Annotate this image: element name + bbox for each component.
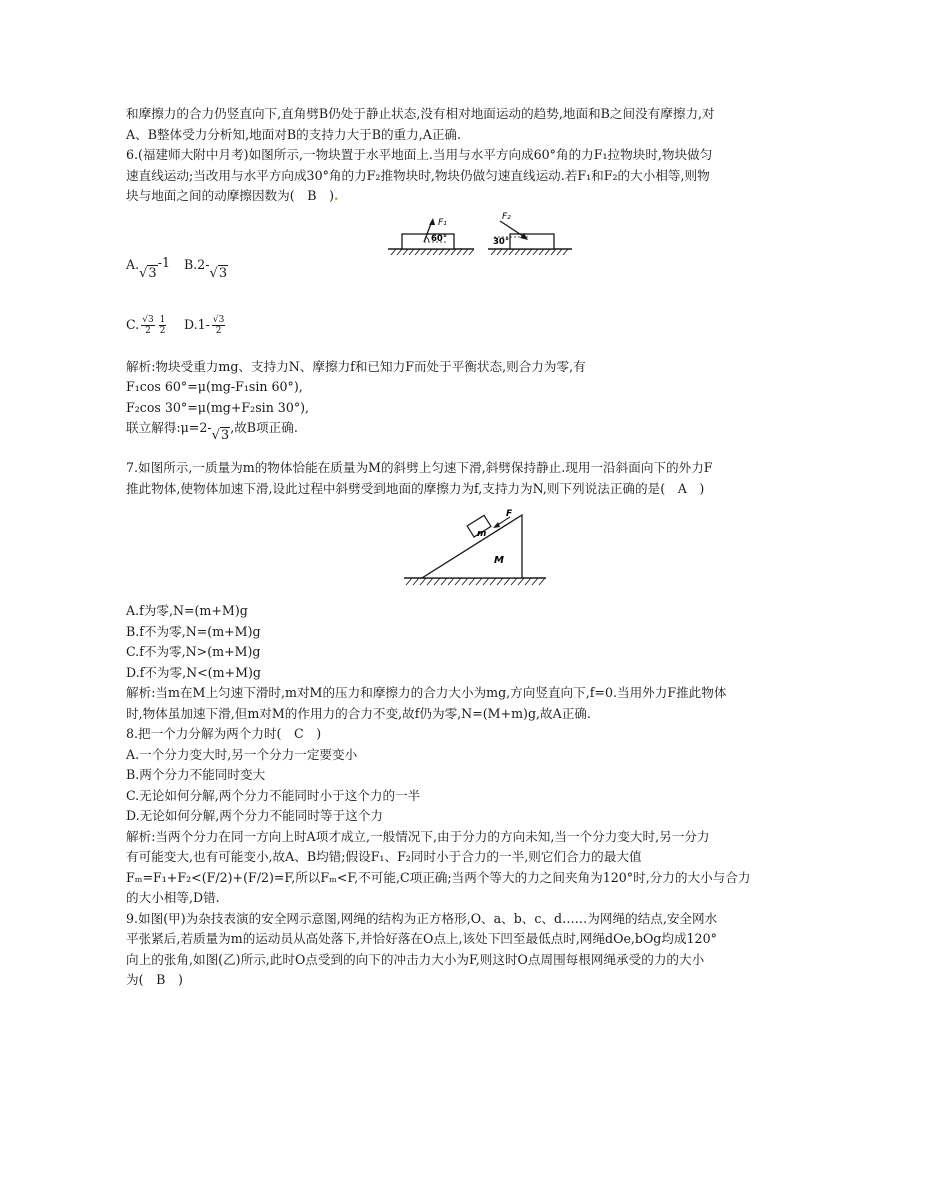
q7-option-c: C.f不为零,N>(m+M)g: [126, 644, 261, 659]
q8-solution-line-2: 有可能变大,也有可能变小,故A、B均错;假设F₁、F₂同时小于合力的一半,则它们合力的最大值: [126, 849, 642, 864]
q8-option-a: A.一个分力变大时,另一个分力一定要变小: [126, 746, 358, 762]
q6-stem-line-1: 6.(福建师大附中月考)如图所示,一物块置于水平地面上.当用与水平方向成60°角的力F₁拉物块时,物块做匀: [126, 147, 713, 162]
q8-solution-line-3: Fₘ=F₁+F₂<(F/2)+(F/2)=F,所以Fₘ<F,不可能,C项正确;当两个等大的力之间夹角为120°时,分力的大小与合力: [126, 869, 751, 885]
q9-stem-line-2: 平张紧后,若质量为m的运动员从高处落下,并恰好落在O点上,该处下凹至最低点时,网绳dOe,bOg均成120°: [126, 931, 717, 946]
q6-angle-60: 60°: [431, 233, 448, 244]
q8-option-d: D.无论如何分解,两个分力不能同时等于这个力: [126, 808, 383, 823]
q6-figure-svg: [126, 209, 826, 255]
green-dot-mark: .: [334, 188, 339, 203]
q6-option-b: B.2-√3: [184, 256, 228, 281]
q6-solution-line-1: 解析:物块受重力mg、支持力N、摩擦力f和已知力F而处于平衡状态,则合力为零,有: [126, 358, 586, 374]
q7-stem-line-2: 推此物体,使物体加速下滑,设此过程中斜劈受到地面的摩擦力为f,支持力为N,则下列说法正确的是( A ): [126, 480, 705, 496]
q7-option-d: D.f不为零,N<(m+M)g: [126, 664, 261, 680]
q7-label-f: F: [506, 509, 513, 519]
q7-option-a: A.f为零,N=(m+M)g: [126, 603, 248, 618]
q6-options: [126, 255, 826, 351]
q7-option-b: B.f不为零,N=(m+M)g: [126, 623, 261, 639]
intro-line-1: 和摩擦力的合力仍竖直向下,直角劈B仍处于静止状态,没有相对地面运动的趋势,地面和B之间没有摩擦力,对: [126, 106, 715, 121]
q7-stem-line-1: 7.如图所示,一质量为m的物体恰能在质量为M的斜劈上匀速下滑,斜劈保持静止.现用一沿斜面向下的外力F: [126, 460, 713, 475]
q9-stem-line-1: 9.如图(甲)为杂技表演的安全网示意图,网绳的结构为正方格形,O、a、b、c、d……为网绳的结点,安全网水: [126, 910, 718, 926]
q6-stem-line-3: [126, 186, 826, 207]
q6-block-right: [510, 234, 554, 249]
q7-solution-line-1: 解析:当m在M上匀速下滑时,m对M的压力和摩擦力的合力大小为mg,方向竖直向下,f=0.当用外力F推此物体: [126, 685, 727, 700]
q6-solution-line-3: F₂cos 30°=μ(mg+F₂sin 30°),: [126, 399, 310, 415]
q9-stem-line-3: 向上的张角,如图(乙)所示,此时O点受到的向下的冲击力大小为F,则这时O点周围每根网绳承受的力的大小: [126, 951, 705, 967]
q6-label-f2: F₂: [502, 211, 511, 222]
q8-stem: 8.把一个力分解为两个力时( C ): [126, 726, 322, 741]
q6-stem-line-2: 速直线运动;当改用与水平方向成30°角的力F₂推物块时,物块仍做匀速直线运动.若F₁和F₂的大小相等,则物: [126, 167, 710, 183]
document-page: [126, 104, 826, 991]
q9-stem-line-4: 为( B ): [126, 972, 183, 987]
q8-solution-line-4: 的大小相等,D错.: [126, 890, 220, 905]
q6-label-f1: F₁: [438, 217, 447, 228]
q6-solution-line-2: F₁cos 60°=μ(mg-F₁sin 60°),: [126, 379, 303, 394]
q8-option-c: C.无论如何分解,两个分力不能同时小于这个力的一半: [126, 787, 421, 803]
q6-option-a: A.√3-1: [126, 254, 170, 281]
q7-label-big-m: M: [494, 555, 504, 566]
q7-label-m: m: [477, 529, 487, 539]
q6-option-d: D.1- $\frac{√3}{2}$: [184, 314, 225, 336]
q8-option-b: B.两个分力不能同时变大: [126, 767, 266, 782]
q6-stem-text: 块与地面之间的动摩擦因数为( B ): [126, 188, 334, 203]
q6-figure: [126, 209, 826, 255]
q7-solution-line-2: 时,物体虽加速下滑,但m对M的作用力的合力不变,故f仍为零,N=(M+m)g,故A正确.: [126, 705, 591, 721]
q6-option-c: C. $\frac{√3}{2}$ $\frac{1}{2}$: [126, 314, 166, 336]
q7-figure: [126, 503, 826, 599]
q6-solution-line-4: 联立解得:μ=2-√3,故B项正确.: [126, 420, 298, 443]
q8-solution-line-1: 解析:当两个分力在同一方向上时A项才成立,一般情况下,由于分力的方向未知,当一个分力变大时,另一分力: [126, 828, 710, 844]
q6-angle-30: 30°: [493, 236, 510, 247]
intro-line-2: A、B整体受力分析知,地面对B的支持力大于B的重力,A正确.: [126, 126, 462, 142]
q7-figure-svg: [126, 503, 826, 599]
